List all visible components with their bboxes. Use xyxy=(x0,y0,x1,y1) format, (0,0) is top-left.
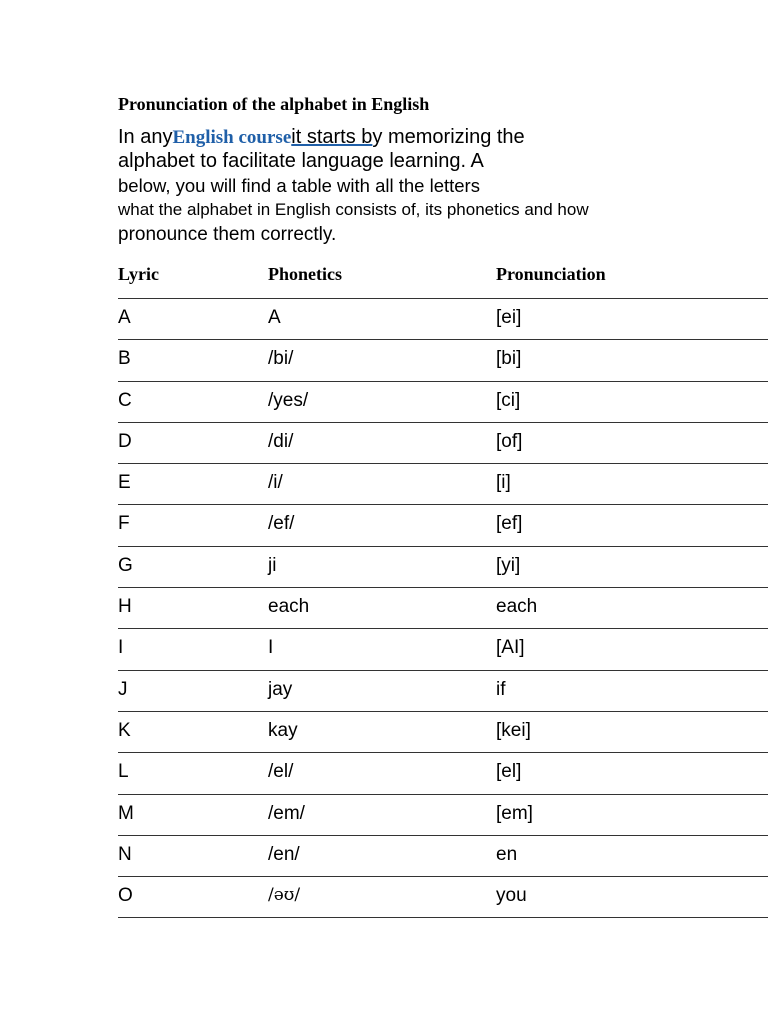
pronunciation-cell: if xyxy=(496,678,506,700)
table-row xyxy=(118,671,768,712)
letter-cell: N xyxy=(118,843,132,865)
letter-cell: K xyxy=(118,719,131,741)
letter-cell: H xyxy=(118,596,132,618)
table-row xyxy=(118,836,768,877)
pronunciation-cell: [ef] xyxy=(496,513,523,535)
letter-cell: G xyxy=(118,554,133,576)
letter-cell: F xyxy=(118,513,130,535)
pronunciation-cell: [kei] xyxy=(496,719,531,741)
phonetics-cell: /en/ xyxy=(268,843,300,865)
letter-cell: I xyxy=(118,637,124,659)
column-header-lyric: Lyric xyxy=(118,264,159,284)
pronunciation-cell: [ci] xyxy=(496,389,521,411)
pronunciation-cell: [AI] xyxy=(496,637,525,659)
intro-line-3: below, you will find a table with all the letters xyxy=(118,175,480,196)
english-course-link[interactable]: English course xyxy=(172,127,292,148)
table-row xyxy=(118,464,768,505)
pronunciation-cell: you xyxy=(496,885,527,907)
pronunciation-cell: en xyxy=(496,843,518,865)
intro-line-4: what the alphabet in English consists of, its phonetics and how xyxy=(118,200,589,219)
pronunciation-cell: [em] xyxy=(496,802,533,824)
phonetics-cell: A xyxy=(268,307,281,328)
letter-cell: C xyxy=(118,389,132,411)
pronunciation-cell: [bi] xyxy=(496,348,522,370)
intro-underlined-text: it starts b xyxy=(291,126,373,148)
table-row xyxy=(118,505,768,546)
letter-cell: L xyxy=(118,761,129,783)
intro-line-2: alphabet to facilitate language learning. A xyxy=(118,150,484,172)
phonetics-cell: /ef/ xyxy=(268,513,295,535)
phonetics-cell: /em/ xyxy=(268,802,305,824)
phonetics-cell: /əʊ/ xyxy=(268,885,301,906)
phonetics-cell: kay xyxy=(268,719,298,741)
intro-line-1 xyxy=(118,126,525,149)
table-row xyxy=(118,795,768,836)
page-title: Pronunciation of the alphabet in English xyxy=(118,94,430,114)
table-row xyxy=(118,629,768,670)
column-header-pronunciation: Pronunciation xyxy=(496,264,606,284)
table-row xyxy=(118,712,768,753)
letter-cell: A xyxy=(118,307,131,328)
pronunciation-cell: [yi] xyxy=(496,554,521,576)
letter-cell: E xyxy=(118,472,131,494)
pronunciation-cell: [ei] xyxy=(496,307,522,328)
table-row xyxy=(118,877,768,918)
phonetics-cell: each xyxy=(268,596,310,618)
letter-cell: D xyxy=(118,430,132,452)
phonetics-cell: /i/ xyxy=(268,472,283,494)
alphabet-table xyxy=(118,298,768,918)
pronunciation-cell: [of] xyxy=(496,430,523,452)
intro-text: In any xyxy=(118,126,173,148)
table-row xyxy=(118,382,768,423)
letter-cell: B xyxy=(118,348,131,370)
phonetics-cell: ji xyxy=(268,554,277,576)
phonetics-cell: jay xyxy=(268,678,293,700)
letter-cell: O xyxy=(118,885,133,907)
pronunciation-cell: [i] xyxy=(496,472,511,494)
table-row xyxy=(118,340,768,381)
table-row xyxy=(118,588,768,629)
phonetics-cell: /el/ xyxy=(268,761,294,783)
table-row xyxy=(118,423,768,464)
table-row xyxy=(118,299,768,340)
phonetics-cell: /di/ xyxy=(268,430,294,452)
table-row xyxy=(118,753,768,794)
pronunciation-cell: [el] xyxy=(496,761,522,783)
letter-cell: J xyxy=(118,678,128,700)
phonetics-cell: /bi/ xyxy=(268,348,294,370)
phonetics-cell: I xyxy=(268,637,274,659)
table-row xyxy=(118,547,768,588)
letter-cell: M xyxy=(118,802,134,824)
column-header-phonetics: Phonetics xyxy=(268,264,342,284)
pronunciation-cell: each xyxy=(496,596,538,618)
intro-line-5: pronounce them correctly. xyxy=(118,224,337,245)
intro-text: y memorizing the xyxy=(372,126,525,148)
phonetics-cell: /yes/ xyxy=(268,389,309,411)
